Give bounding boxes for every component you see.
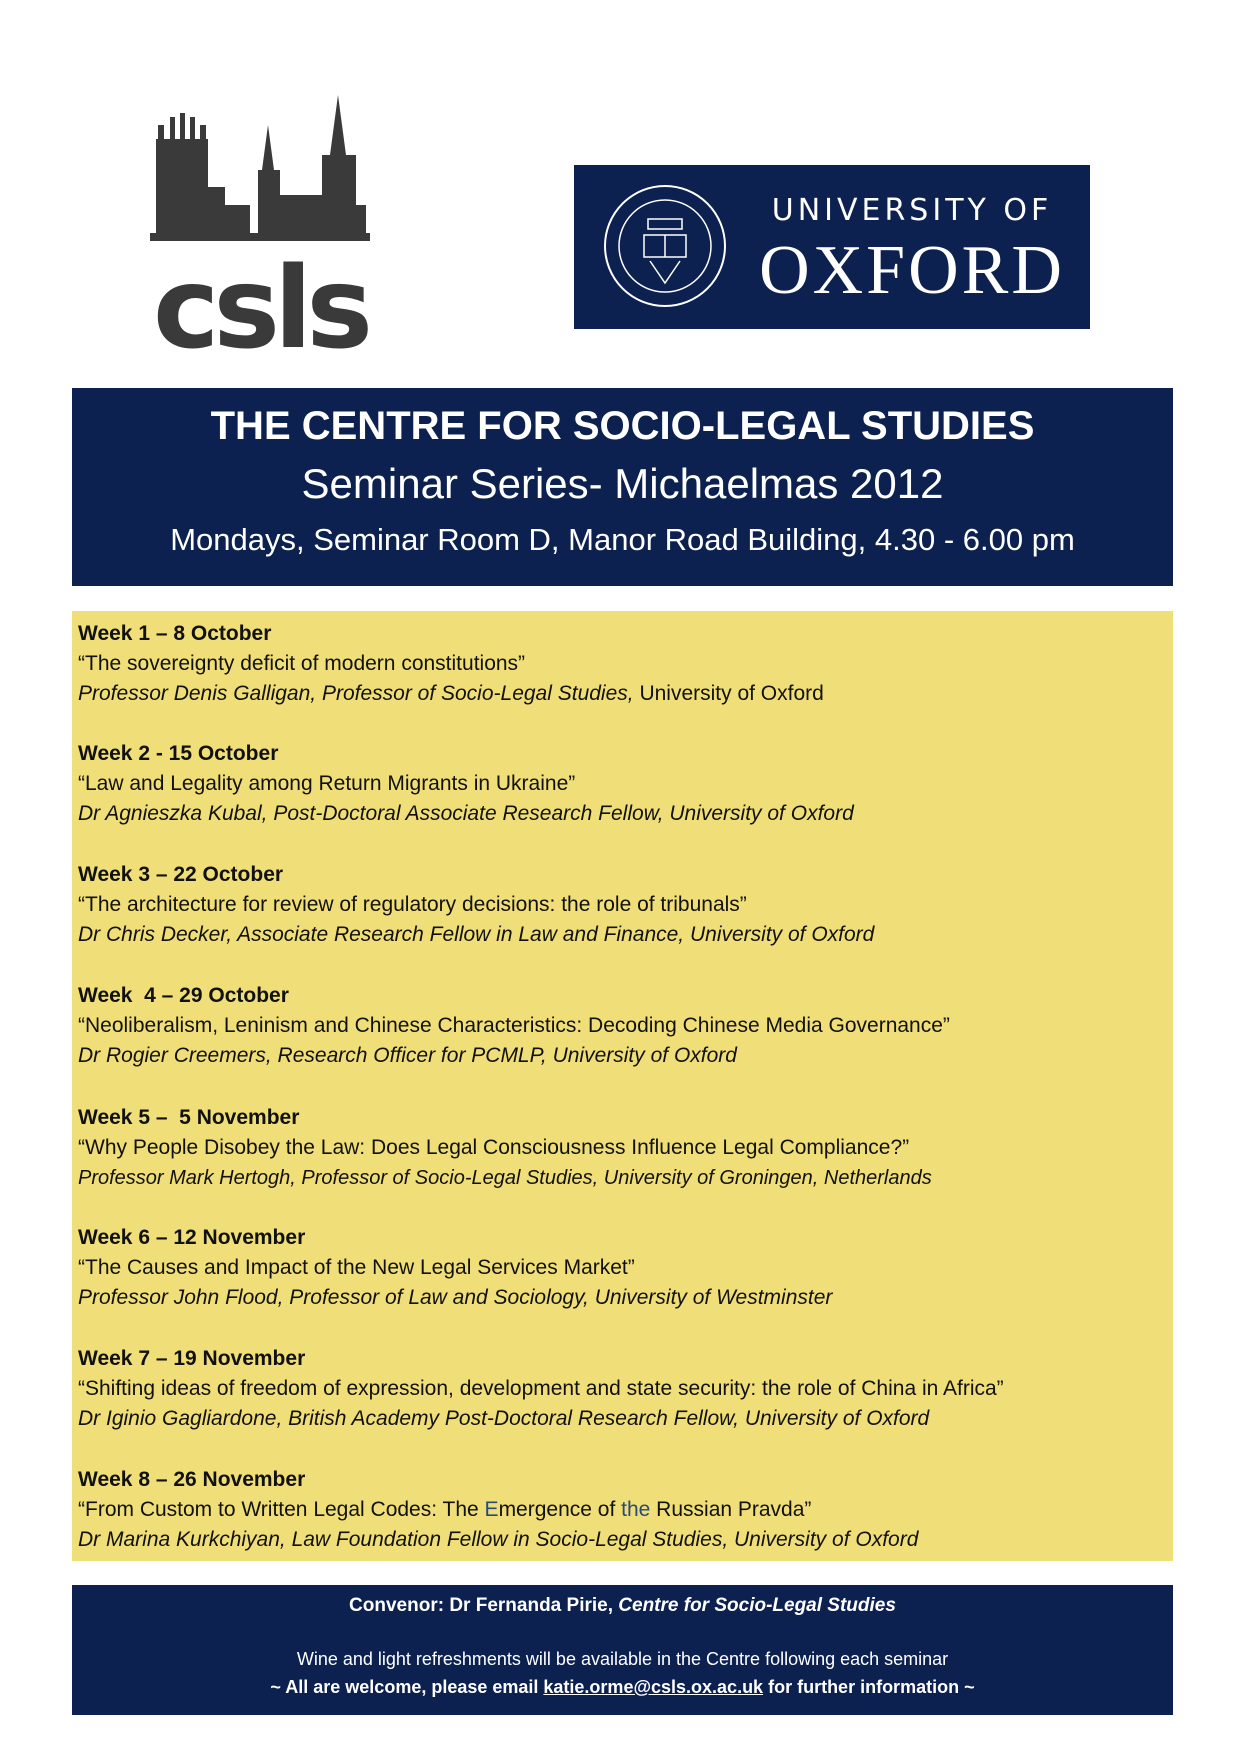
talk-title bbox=[78, 1495, 1168, 1525]
footer-band bbox=[72, 1585, 1173, 1715]
speaker: Professor John Flood, Professor of Law and Sociology, University of Westminster bbox=[78, 1286, 833, 1309]
talk-title: “The architecture for review of regulatory decisions: the role of tribunals” bbox=[78, 893, 747, 916]
talk-title-part: “From Custom to Written Legal Codes: The bbox=[78, 1498, 485, 1521]
speaker: Dr Chris Decker, Associate Research Fellow in Law and Finance, University of Oxford bbox=[78, 923, 875, 946]
csls-wordmark: csls bbox=[152, 244, 368, 355]
speaker: Dr Rogier Creemers, Research Officer for PCMLP, University of Oxford bbox=[78, 1044, 737, 1067]
week-entry bbox=[78, 739, 1168, 829]
week-entry bbox=[78, 619, 1168, 709]
week-entry bbox=[78, 860, 1168, 950]
csls-logo bbox=[150, 95, 370, 355]
week-entry bbox=[78, 1344, 1168, 1434]
speaker-name: Professor Denis Galligan, Professor of Socio-Legal Studies, bbox=[78, 682, 634, 705]
week-date: Week 6 – 12 November bbox=[78, 1226, 306, 1249]
week-date: Week 4 – 29 October bbox=[78, 984, 289, 1007]
seminar-schedule bbox=[72, 611, 1173, 1561]
series-title: Seminar Series- Michaelmas 2012 bbox=[301, 460, 944, 507]
oxford-logo-line2: OXFORD bbox=[759, 232, 1065, 309]
week-entry bbox=[78, 981, 1168, 1071]
convenor-line bbox=[72, 1595, 1173, 1617]
talk-title-part: mergence of bbox=[498, 1498, 622, 1521]
speaker: Dr Marina Kurkchiyan, Law Foundation Fellow in Socio-Legal Studies, University of Oxford bbox=[78, 1528, 919, 1551]
speaker-affiliation: University of Oxford bbox=[633, 682, 824, 705]
refreshments-note: Wine and light refreshments will be available in the Centre following each seminar bbox=[296, 1649, 949, 1669]
week-date: Week 8 – 26 November bbox=[78, 1468, 306, 1491]
speaker: Professor Mark Hertogh, Professor of Socio-Legal Studies, University of Groningen, Netherlands bbox=[78, 1167, 932, 1189]
oxford-logo-line1: UNIVERSITY OF bbox=[771, 193, 1053, 228]
oxford-skyline-graphic bbox=[150, 95, 370, 241]
welcome-line bbox=[72, 1677, 1173, 1698]
talk-title: “Shifting ideas of freedom of expression, development and state security: the role of China in Africa” bbox=[78, 1377, 1004, 1400]
talk-title-part: the bbox=[621, 1498, 651, 1521]
week-entry bbox=[78, 1223, 1168, 1313]
week-date: Week 2 - 15 October bbox=[78, 742, 279, 765]
university-of-oxford-logo bbox=[574, 165, 1090, 329]
week-date: Week 5 – 5 November bbox=[78, 1106, 300, 1129]
header-band bbox=[72, 388, 1173, 586]
speaker bbox=[78, 679, 1168, 709]
page-title: THE CENTRE FOR SOCIO-LEGAL STUDIES bbox=[210, 404, 1035, 448]
talk-title-part: Russian Pravda” bbox=[650, 1498, 812, 1521]
talk-title: “Why People Disobey the Law: Does Legal Consciousness Influence Legal Compliance?” bbox=[78, 1136, 910, 1159]
week-date: Week 7 – 19 November bbox=[78, 1347, 306, 1370]
talk-title: “The Causes and Impact of the New Legal Services Market” bbox=[78, 1256, 635, 1279]
talk-title: “The sovereignty deficit of modern constitutions” bbox=[78, 652, 526, 675]
week-date: Week 3 – 22 October bbox=[78, 863, 284, 886]
convenor-name: Convenor: Dr Fernanda Pirie, bbox=[349, 1595, 619, 1616]
talk-title: “Law and Legality among Return Migrants in Ukraine” bbox=[78, 772, 576, 795]
venue-line: Mondays, Seminar Room D, Manor Road Building, 4.30 - 6.00 pm bbox=[170, 522, 1075, 557]
week-entry bbox=[78, 1103, 1168, 1193]
week-date: Week 1 – 8 October bbox=[78, 622, 272, 645]
convenor-organisation: Centre for Socio-Legal Studies bbox=[618, 1595, 896, 1616]
welcome-text-end: for further information ~ bbox=[763, 1677, 975, 1697]
week-entry bbox=[78, 1465, 1168, 1555]
oxford-seal-icon bbox=[598, 179, 732, 313]
talk-title-part: E bbox=[484, 1498, 499, 1521]
contact-email-link[interactable]: katie.orme@csls.ox.ac.uk bbox=[543, 1677, 764, 1697]
speaker: Dr Agnieszka Kubal, Post-Doctoral Associate Research Fellow, University of Oxford bbox=[78, 802, 854, 825]
speaker: Dr Iginio Gagliardone, British Academy Post-Doctoral Research Fellow, University of Oxford bbox=[78, 1407, 930, 1430]
welcome-text: ~ All are welcome, please email bbox=[270, 1677, 544, 1697]
talk-title: “Neoliberalism, Leninism and Chinese Characteristics: Decoding Chinese Media Governance” bbox=[78, 1014, 950, 1037]
